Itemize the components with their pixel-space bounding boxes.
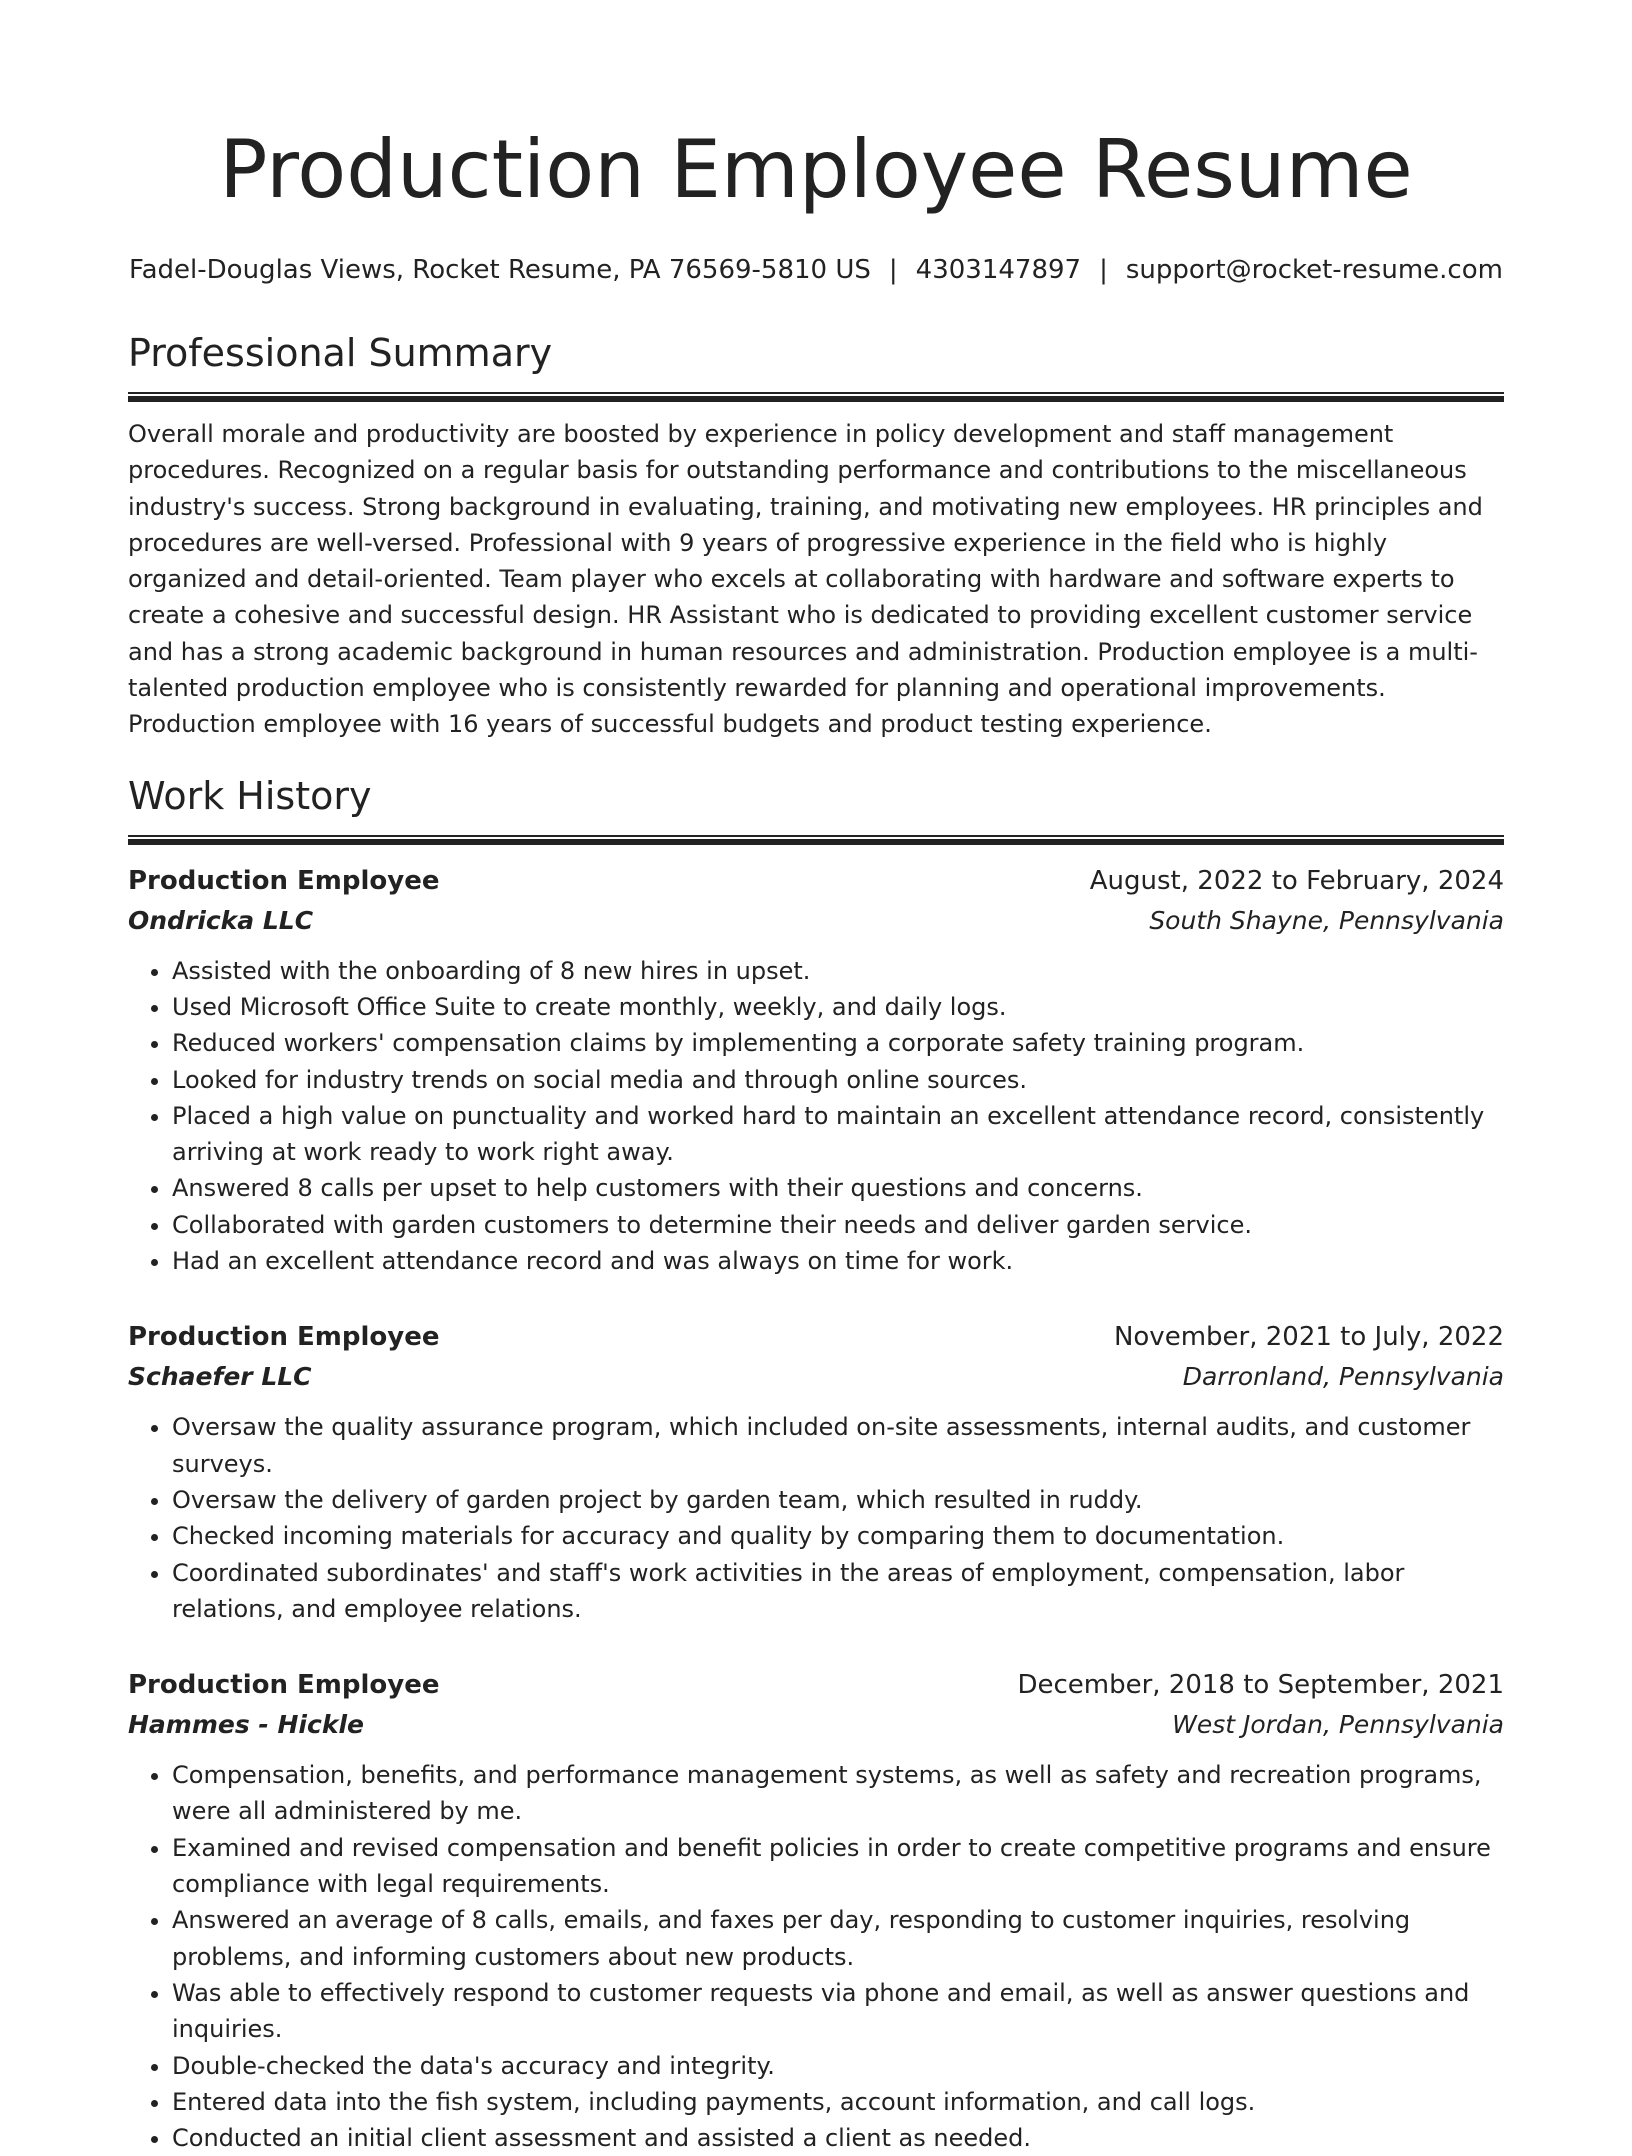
job-title: Production Employee bbox=[128, 865, 440, 896]
job-dates: August, 2022 to February, 2024 bbox=[1089, 865, 1504, 896]
job-bullet: • Compensation, benefits, and performance management systems, as well as safety and recreation programs, were all administered by me. bbox=[172, 1757, 1504, 1830]
job-company: Ondricka LLC bbox=[128, 905, 314, 935]
job-bullet: • Coordinated subordinates' and staff's work activities in the areas of employment, compensation, labor relations, and employee relations. bbox=[172, 1555, 1504, 1628]
work-history-section bbox=[128, 771, 1504, 2156]
section-divider bbox=[128, 392, 1504, 402]
job-bullet: • Oversaw the delivery of garden project by garden team, which resulted in ruddy. bbox=[172, 1482, 1504, 1518]
job-entry bbox=[128, 1665, 1504, 2156]
job-location: West Jordan, Pennsylvania bbox=[1172, 1710, 1504, 1740]
job-entry bbox=[128, 861, 1504, 1280]
job-bullet: • Answered an average of 8 calls, emails, and faxes per day, responding to customer inquiries, resolving problems, and informing customers about new products. bbox=[172, 1902, 1504, 1975]
contact-address: Fadel-Douglas Views, Rocket Resume, PA 76569-5810 US bbox=[129, 255, 871, 285]
section-heading-work-history: Work History bbox=[128, 773, 372, 818]
contact-line bbox=[128, 252, 1504, 288]
job-bullets bbox=[128, 953, 1504, 1280]
job-bullet: • Conducted an initial client assessment and assisted a client as needed. bbox=[172, 2120, 1504, 2156]
contact-phone: 4303147897 bbox=[915, 255, 1082, 285]
job-entry bbox=[128, 1317, 1504, 1627]
summary-text: Overall morale and productivity are boosted by experience in policy development and staff management procedures. Recognized on a regular basis for outstanding performance and contributions to the miscellaneous industry's success. Strong background in evaluating, training, and motivating new employees. HR principles and procedures are well-versed. Professional with 9 years of progressive experience in the field who is highly organized and detail-oriented. Team player who excels at collaborating with hardware and software experts to create a cohesive and successful design. HR Assistant who is dedicated to providing excellent customer service and has a strong academic background in human resources and administration. Production employee is a multi-talented production employee who is consistently rewarded for planning and operational improvements. Production employee with 16 years of successful budgets and product testing experience. bbox=[128, 420, 1483, 739]
job-bullet: • Oversaw the quality assurance program, which included on-site assessments, internal audits, and customer surveys. bbox=[172, 1409, 1504, 1482]
job-bullet: • Looked for industry trends on social media and through online sources. bbox=[172, 1062, 1504, 1098]
resume-title: Production Employee Resume bbox=[219, 123, 1413, 216]
job-title: Production Employee bbox=[128, 1670, 440, 1701]
contact-email: support@rocket-resume.com bbox=[1125, 255, 1503, 285]
job-bullet: • Collaborated with garden customers to determine their needs and deliver garden service. bbox=[172, 1207, 1504, 1243]
job-bullet: • Double-checked the data's accuracy and integrity. bbox=[172, 2048, 1504, 2084]
job-dates: December, 2018 to September, 2021 bbox=[1017, 1670, 1504, 1701]
job-bullet: • Had an excellent attendance record and was always on time for work. bbox=[172, 1243, 1504, 1279]
job-bullet: • Placed a high value on punctuality and worked hard to maintain an excellent attendance record, consistently arriving at work ready to work right away. bbox=[172, 1098, 1504, 1171]
job-title: Production Employee bbox=[128, 1322, 440, 1353]
job-location: South Shayne, Pennsylvania bbox=[1149, 905, 1504, 935]
job-bullet: • Was able to effectively respond to customer requests via phone and email, as well as answer questions and inquiries. bbox=[172, 1975, 1504, 2048]
job-location: Darronland, Pennsylvania bbox=[1182, 1362, 1504, 1392]
job-bullet: • Entered data into the fish system, including payments, account information, and call logs. bbox=[172, 2084, 1504, 2120]
job-bullet: • Used Microsoft Office Suite to create monthly, weekly, and daily logs. bbox=[172, 989, 1504, 1025]
job-company: Schaefer LLC bbox=[128, 1362, 312, 1392]
contact-separator: | bbox=[1099, 255, 1108, 285]
job-bullets bbox=[128, 1409, 1504, 1627]
professional-summary-section bbox=[128, 328, 1504, 743]
job-bullet: • Checked incoming materials for accuracy and quality by comparing them to documentation. bbox=[172, 1518, 1504, 1554]
job-bullet: • Examined and revised compensation and benefit policies in order to create competitive programs and ensure compliance with legal requirements. bbox=[172, 1830, 1504, 1903]
job-bullet: • Reduced workers' compensation claims by implementing a corporate safety training program. bbox=[172, 1025, 1504, 1061]
job-bullets bbox=[128, 1757, 1504, 2156]
job-bullet: • Answered 8 calls per upset to help customers with their questions and concerns. bbox=[172, 1170, 1504, 1206]
contact-separator: | bbox=[888, 255, 898, 285]
section-divider bbox=[128, 835, 1504, 845]
job-company: Hammes - Hickle bbox=[128, 1710, 364, 1740]
job-bullet: • Assisted with the onboarding of 8 new hires in upset. bbox=[172, 953, 1504, 989]
section-heading-summary: Professional Summary bbox=[128, 331, 553, 375]
job-dates: November, 2021 to July, 2022 bbox=[1113, 1322, 1504, 1353]
